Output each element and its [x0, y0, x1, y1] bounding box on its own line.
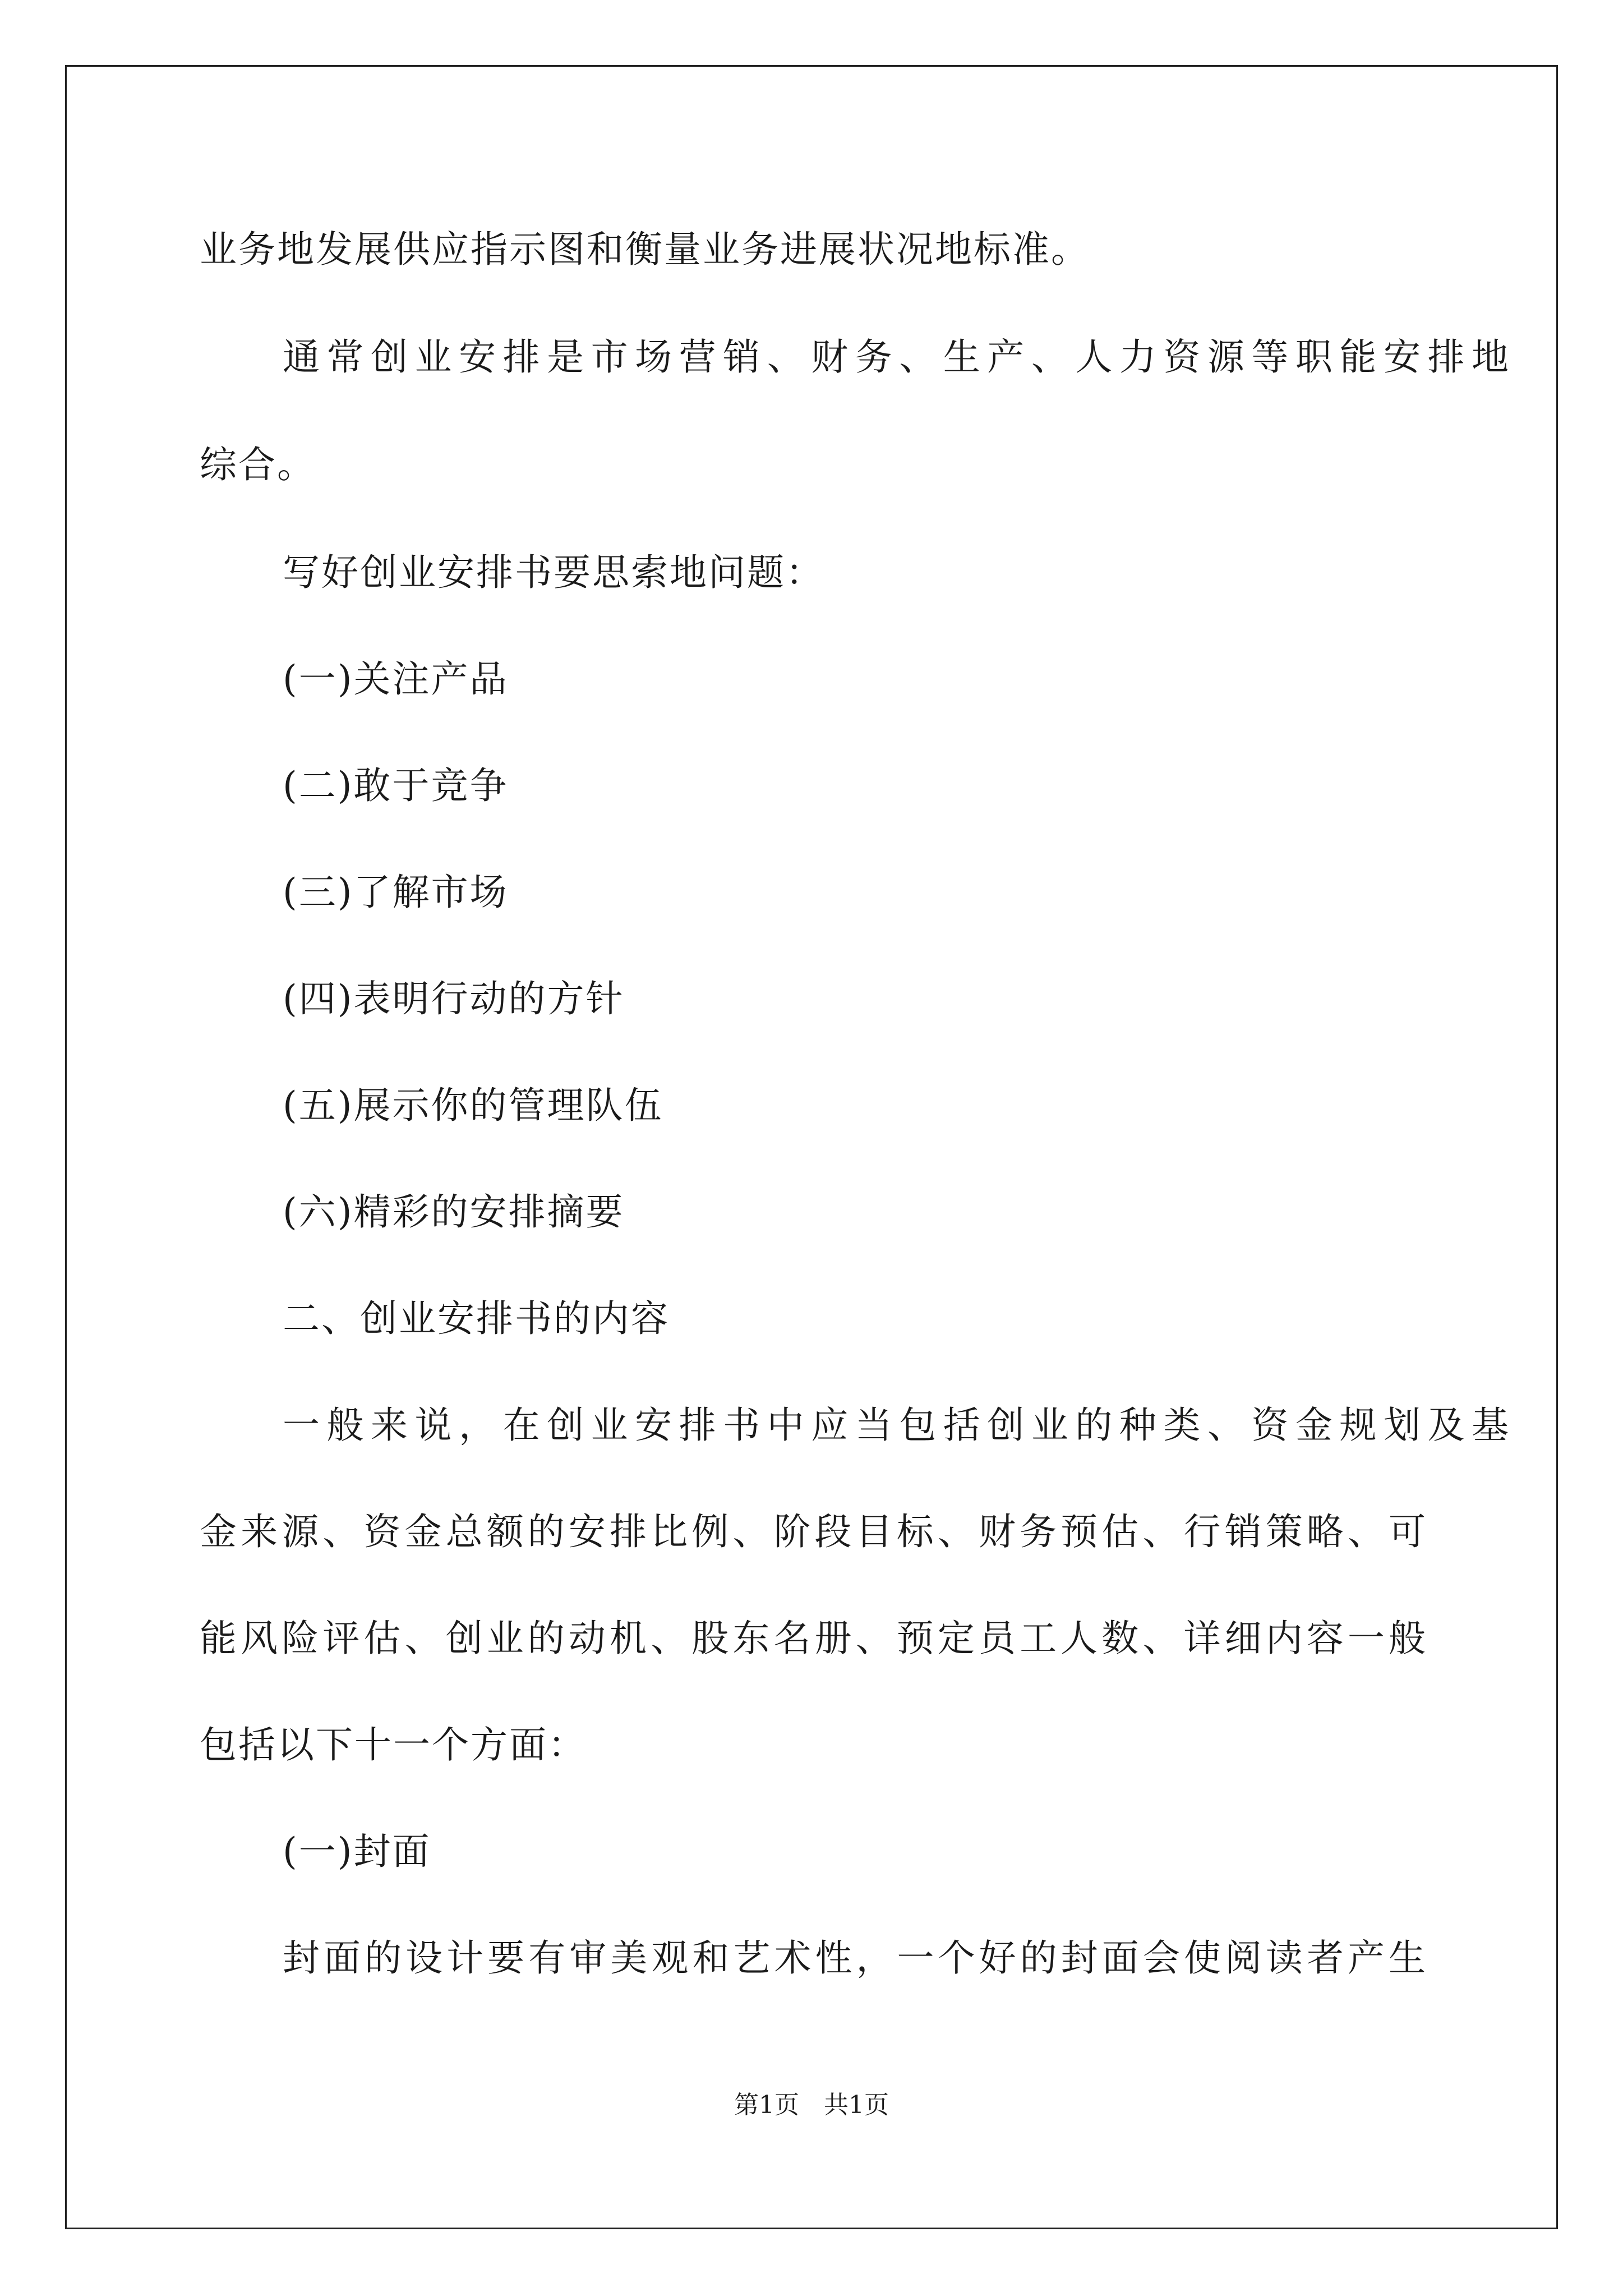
- text-line-2: 通常创业安排是市场营销、财务、生产、人力资源等职能安排地: [283, 335, 1509, 379]
- text-line-17: 封面的设计要有审美观和艺术性，一个好的封面会使阅读者产生: [283, 1936, 1426, 1980]
- text-line-14: 能风险评估、创业的动机、股东名册、预定员工人数、详细内容一般: [200, 1617, 1426, 1660]
- text-line-5: (一)关注产品: [283, 657, 509, 701]
- text-line-4: 写好创业安排书要思索地问题：: [283, 551, 824, 594]
- text-line-15: 包括以下十一个方面：: [200, 1723, 587, 1766]
- text-line-12: 一般来说，在创业安排书中应当包括创业的种类、资金规划及基: [283, 1404, 1509, 1447]
- text-line-9: (五)展示你的管理队伍: [283, 1084, 663, 1127]
- text-line-11: 二、创业安排书的内容: [283, 1297, 670, 1340]
- page-footer: 第1页 共1页: [734, 2091, 889, 2119]
- text-line-16: (一)封面: [283, 1830, 431, 1873]
- text-line-8: (四)表明行动的方针: [283, 977, 625, 1020]
- text-line-3: 综合。: [200, 443, 316, 486]
- text-line-10: (六)精彩的安排摘要: [283, 1190, 625, 1234]
- text-line-6: (二)敢于竞争: [283, 764, 509, 807]
- page-border: [65, 65, 1558, 2229]
- text-line-13: 金来源、资金总额的安排比例、阶段目标、财务预估、行销策略、可: [200, 1510, 1426, 1553]
- text-line-7: (三)了解市场: [283, 871, 509, 914]
- text-line-1: 业务地发展供应指示图和衡量业务进展状况地标准。: [200, 228, 1090, 271]
